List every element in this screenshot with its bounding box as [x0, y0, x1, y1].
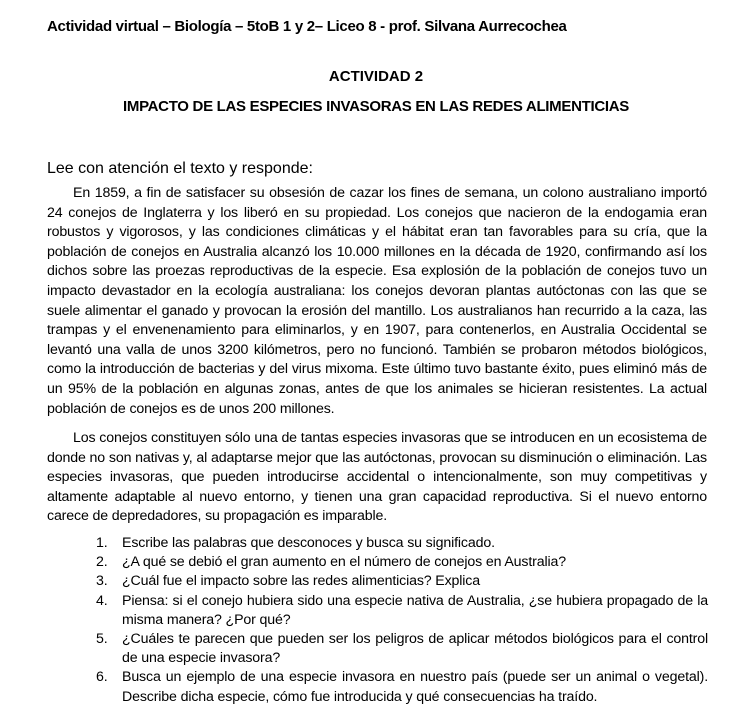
- question-item: [96, 592, 708, 630]
- activity-subtitle: IMPACTO DE LAS ESPECIES INVASORAS EN LAS REDES ALIMENTICIAS: [123, 98, 629, 115]
- question-number: 2.: [96, 554, 108, 571]
- question-number: 5.: [96, 631, 108, 648]
- question-text: Escribe las palabras que desconoces y busca su significado.: [122, 535, 495, 551]
- activity-title: ACTIVIDAD 2: [328, 68, 424, 85]
- question-text: Busca un ejemplo de una especie invasora en nuestro país (puede ser un animal o vegetal). Describe dicha especie, cómo fue introducida y qué consecuencias ha traído.: [122, 669, 708, 705]
- question-text: ¿A qué se debió el gran aumento en el número de conejos en Australia?: [122, 554, 566, 571]
- question-number: 3.: [96, 573, 108, 590]
- question-text: ¿Cuáles te parecen que pueden ser los peligros de aplicar métodos biológicos para el control de una especie invasora?: [122, 631, 708, 667]
- question-item: [96, 572, 708, 591]
- question-item: [96, 553, 708, 572]
- question-number: 4.: [96, 592, 108, 609]
- question-text: ¿Cuál fue el impacto sobre las redes alimenticias? Explica: [122, 573, 480, 590]
- question-item: [96, 534, 708, 553]
- document-header: Actividad virtual – Biología – 5toB 1 y 2– Liceo 8 - prof. Silvana Aurrecochea: [47, 18, 567, 35]
- question-item: [96, 630, 708, 668]
- instructions: Lee con atención el texto y responde:: [47, 160, 313, 177]
- question-text: Piensa: si el conejo hubiera sido una especie nativa de Australia, ¿se hubiera propagado de la misma manera? ¿Por qué?: [122, 592, 708, 628]
- paragraph-rabbits: En 1859, a fin de satisfacer su obsesión de cazar los fines de semana, un colono australiano importó 24 conejos de Inglaterra y los liberó en su propiedad. Los conejos que nacieron de la endogamia eran robustos y vigorosos, y las condiciones climáticas y el hábitat eran tan favorables para su cría, que la población de conejos en Australia alcanzó los 10.000 millones en la década de 1920, confirmando así los dichos sobre las proezas reproductivas de la especie. Esa explosión de la población de conejos tuvo un impacto devastador en la ecología australiana: los conejos devoran plantas autóctonas con las que se suele alimentar el ganado y provocan la erosión del mantillo. Los australianos han recurrido a la caza, las trampas y el envenenamiento para eliminarlos, y en 1907, para contenerlos, en Australia Occidental se levantó una valla de unos 3200 kilómetros, pero no funcionó. También se probaron métodos biológicos, como la introducción de bacterias y del virus mixoma. Este último tuvo bastante éxito, pues eliminó más de un 95% de la población en algunas zonas, antes de que los animales se hicieran resistentes. La actual población de conejos es de unos 200 millones.: [47, 185, 707, 417]
- question-number: 1.: [96, 535, 108, 551]
- questions-list: [96, 534, 708, 707]
- question-number: 6.: [96, 669, 108, 686]
- paragraph-invasive-species: Los conejos constituyen sólo una de tantas especies invasoras que se introducen en un ecosistema de donde no son nativas y, al adaptarse mejor que las autóctonas, provocan su disminución o eliminación. Las especies invasoras, que pueden introducirse accidental o intencionalmente, son muy competitivas y altamente adaptable al nuevo entorno, y tienen una gran capacidad reproductiva. Si el nuevo entorno carece de depredadores, su propagación es imparable.: [47, 430, 707, 525]
- question-item: [96, 668, 708, 706]
